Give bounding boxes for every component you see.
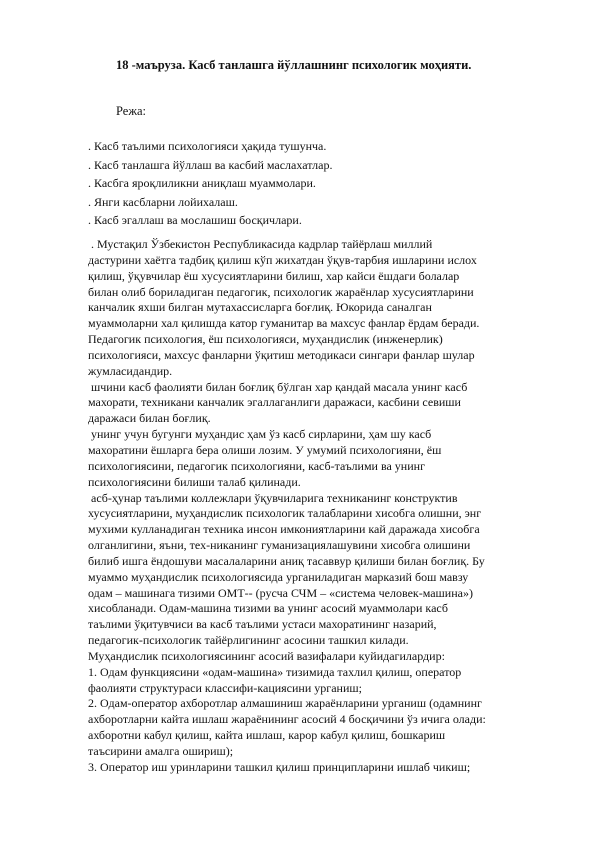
text-line: психологиясини билиши талаб қилинади. [88,474,301,489]
plan-item: . Касбга яроқлиликни аниқлаш муаммолари. [88,176,316,190]
text-line: хисобланади. Одам-машина тизими ва унинг асосий муаммолари касб [88,601,448,616]
text-line: олганлигини, яъни, тех-никанинг гуманизациялашувини хисобга олишини [88,538,471,553]
text-line: хусусиятларини, муҳандислик психологик талабларини хисобга олишни, энг [88,506,482,521]
text-line: махорати, техникани канчалик эгаллаганлиги даражаси, касбини севиши [88,395,461,410]
lecture-title: 18 -маъруза. Касб танлашга йўллашнинг психологик моҳияти. [116,58,472,72]
text-line: дастурини хаётга тадбиқ қилиш кўп жихатдан ўқув-тарбия ишларини ислох [88,252,477,267]
plan-item: . Янги касбларни лойихалаш. [88,194,238,209]
text-line: 3. Оператор иш уринларини ташкил қилиш принципларини ишлаб чикиш; [88,759,471,774]
text-line: ахборотни кабул қилиш, кайта ишлаш, карор кабул қилиш, бошкариш [88,728,446,743]
text-line: таълими ўқитувчиси ва касб таълими устаси махоратининг назарий, [88,617,437,632]
text-line: психологияси, махсус фанларни ўқитиш методикаси сингари фанлар шулар [88,347,475,362]
text-line: психологиясини, педагогик психологияни, касб-таълими ва унинг [88,458,425,473]
text-line: 2. Одам-оператор ахборотлар алмашиниш жараёнларини урганиш (одамнинг [88,696,482,711]
text-line: . Мустақил Ўзбекистон Республикасида кадрлар тайёрлаш миллий [88,237,433,251]
text-line: асб-ҳунар таълими коллежлари ўқувчиларига техниканинг конструктив [88,490,458,505]
text-line: унинг учун бугунги муҳандис ҳам ўз касб сирларини, ҳам шу касб [88,427,432,442]
plan-heading: Режа: [116,104,146,118]
text-line: махоратини ёшларга бера олиши лозим. У умумий психологияни, ёш [88,442,442,457]
text-line: таъсирини амалга ошириш); [88,744,234,758]
text-line: мухими кулланадиган техника инсон имкониятларини кай даражада хисобга [88,522,480,537]
text-line: билиб ишга ёндошуви масалаларини аниқ тасаввур қилиши билан боғлиқ. Бу [88,553,485,568]
text-line: қилиш, ўқувчилар ёш хусусиятларини билиш, хар кайси ёшдаги болалар [88,268,460,283]
text-line: 1. Одам функциясини «одам-машина» тизимида тахлил қилиш, оператор [88,664,462,679]
plan-item: . Касб танлашга йўллаш ва касбий маслахатлар. [88,157,333,172]
text-line: ахборотларни кайта ишлаш жараёнининг асосий 4 босқичини ўз ичига олади: [88,712,486,727]
text-line: педагогик-психологик тайёрлигининг асосини ташкил килади. [88,633,409,648]
plan-item: . Касб эгаллаш ва мослашиш босқичлари. [88,213,302,227]
text-line: даражаси билан боғлиқ. [88,411,211,426]
text-line: муаммоларни хал қилишда катор гуманитар ва махсус фанлар ёрдам беради. [88,316,480,331]
text-line: билан олиб бориладиган педагогик, психологик жараёнлар хусусиятларини [88,284,474,299]
plan-list [88,137,332,230]
plan-item: . Касб таълими психологияси ҳақида тушунча. [88,139,327,153]
text-line: муаммо муҳандислик психологиясида урганиладиган марказий бош мавзу [88,569,469,584]
text-line: одам – машинага тизими ОМТ-- (русча СЧМ – «система человек-машина») [88,585,473,600]
text-line: жумласидандир. [88,363,173,378]
text-line: Педагогик психология, ёш психологияси, муҳандислик (инженерлик) [88,332,443,347]
text-line: Муҳандислик психологиясининг асосий вазифалари куйидагилардир: [88,648,445,663]
body-text [88,237,588,776]
text-line: канчалик яхши билган мутахассисларга боғлиқ. Юкорида саналган [88,300,432,315]
text-line: фаолияти структураси классифи-кациясини урганиш; [88,680,362,695]
text-line: шчини касб фаолияти билан боғлиқ бўлган хар қандай масала унинг касб [88,379,468,394]
